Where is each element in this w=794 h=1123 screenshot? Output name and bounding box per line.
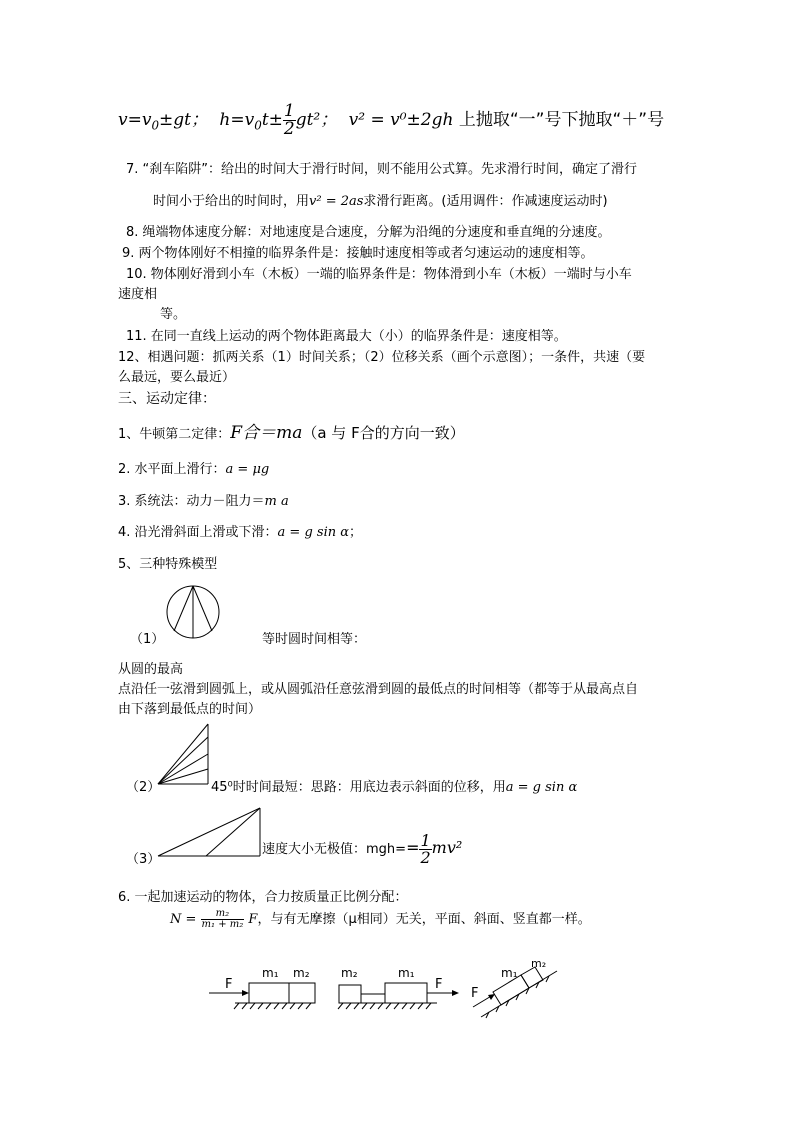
law-6-formula: N = $\frac{\text{m₂}}{\text{m₁ + m₂}}$ F，与有无摩擦（μ相同）无关，平面、斜面、竖直都一样。	[170, 908, 591, 930]
diagram-pull-connected-blocks	[338, 966, 459, 1009]
item-10-line-3: 等。	[160, 307, 187, 322]
item-12-line-2: 么最远，要么最近）	[118, 370, 236, 385]
model-1-desc-1: 从圆的最高	[118, 662, 184, 677]
mass-label-m1b: m₁	[398, 966, 415, 980]
diagram-incline-blocks	[471, 957, 557, 1018]
law-5: 5、三种特殊模型	[118, 557, 218, 572]
model-2-text: 45⁰时时间最短：思路：用底边表示斜面的位移，用a = g sin α	[211, 780, 578, 795]
law-6: 6. 一起加速运动的物体，合力按质量正比例分配：	[118, 890, 408, 905]
force-label: F	[225, 977, 233, 992]
model-1-title: 等时圆时间相等：	[262, 632, 367, 647]
mass-label-m2: m₂	[293, 966, 310, 980]
equal-time-circle-diagram	[165, 584, 221, 640]
mass-label-m1: m₁	[262, 966, 279, 980]
velocity-square-formula: v² = v⁰±2gh	[348, 110, 454, 130]
item-11: 11. 在同一直线上运动的两个物体距离最大（小）的临界条件是：速度相等。	[126, 329, 567, 344]
kinematics-formula-line	[118, 103, 664, 138]
block-m1	[249, 983, 289, 1003]
item-7-line-1: 7. “刹车陷阱”：给出的时间大于滑行时间，则不能用公式算。先求滑行时间，确定了滑行	[126, 162, 638, 177]
law-3: 3. 系统法：动力－阻力＝m a	[118, 494, 289, 509]
incline-mid-2	[158, 754, 208, 784]
law-2: 2. 水平面上滑行：a = μg	[118, 462, 270, 477]
incline-fan-diagram	[158, 722, 210, 786]
incline-steep	[158, 724, 208, 784]
chord-left	[174, 586, 193, 631]
velocity-formula: $v=v_0\pm gt$；	[118, 110, 209, 133]
item-7-line-2: 时间小于给出的时间时，用v² = 2as求滑行距离。(适用调件：作减速度运动时)	[153, 194, 608, 209]
incline-block-m2	[521, 967, 543, 988]
model-2-index: （2）	[126, 780, 161, 795]
sign-note: 上抛取“一”号下抛取“＋”号	[458, 110, 665, 130]
model-3-text: 速度大小无极值：mgh== $\frac{1}{2}$ mv²	[262, 831, 463, 867]
height-formula: $h=v_0t\pm$ $\frac{1}{2}$ gt²；	[219, 101, 338, 139]
long-incline-diagram	[156, 806, 262, 858]
model-3-index: （3）	[126, 852, 161, 867]
chord-right	[193, 586, 212, 631]
item-9: 9. 两个物体刚好不相撞的临界条件是：接触时速度相等或者匀速运动的速度相等。	[122, 246, 594, 261]
incline-mass-m1: m₁	[501, 966, 518, 980]
block-m2	[289, 983, 315, 1003]
model-1-index: （1）	[130, 632, 165, 647]
item-12-line-1: 12、相遇问题：抓两关系（1）时间关系；（2）位移关系（画个示意图）；一条件，共速（要	[118, 350, 646, 365]
pull-label: F	[435, 977, 443, 992]
incline-force-label: F	[471, 986, 479, 1001]
item-10-line-1: 10. 物体刚好滑到小车（木板）一端的临界条件是：物体滑到小车（木板）一端时与小车	[126, 267, 632, 282]
model-1-desc-2: 点沿任一弦滑到圆弧上，或从圆弧沿任意弦滑到圆的最低点的时间相等（都等于从最高点自	[118, 682, 639, 697]
incline-short	[206, 808, 260, 856]
item-8: 8. 绳端物体速度分解：对地速度是合速度，分解为沿绳的分速度和垂直绳的分速度。	[126, 225, 611, 240]
law-4: 4. 沿光滑斜面上滑或下滑：a = g sin α；	[118, 525, 363, 540]
item-10-line-2: 速度相	[118, 287, 158, 302]
mass-label-m2b: m₂	[341, 966, 358, 980]
blocks-diagram	[205, 955, 565, 1017]
incline-mass-m2: m₂	[531, 957, 547, 970]
law-1: 1、牛顿第二定律：F合＝ma（a 与 F合的方向一致）	[118, 423, 465, 443]
diagram-push-two-blocks	[209, 966, 315, 1009]
model-1-desc-3: 由下落到最低点的时间）	[118, 702, 262, 717]
block-m2-left	[339, 985, 361, 1003]
section-3-heading: 三、运动定律：	[118, 391, 216, 407]
incline-long	[158, 808, 260, 856]
block-m1-right	[385, 983, 427, 1003]
